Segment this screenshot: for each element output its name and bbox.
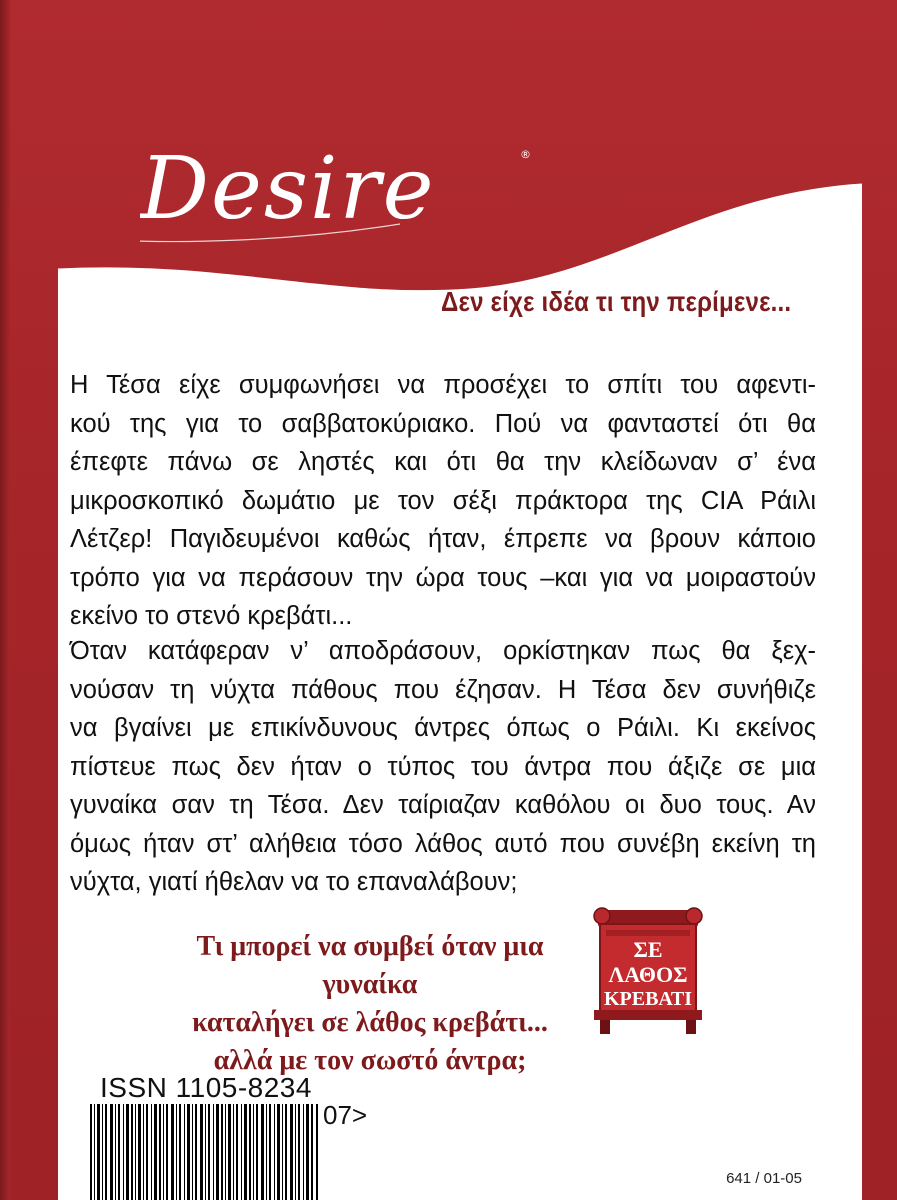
- blurb-line: Όταν κατάφεραν ν’ αποδράσουν, ορκίστηκαν πως θα ξεχ-: [70, 637, 816, 665]
- desire-logo: [140, 128, 560, 248]
- blurb-line: όμως ήταν στ’ αλήθεια τόσο λάθος αυτό που συνέβη εκείνη τη: [70, 829, 816, 858]
- blurb-line: κού της για το σαββατοκύριακο. Πού να φανταστεί ότι θα: [70, 409, 816, 438]
- teaser-line: αλλά με τον σωστό άντρα;: [213, 1045, 527, 1076]
- wrong-bed-badge: [588, 902, 708, 1042]
- svg-text:ΛΑΘΟΣ: ΛΑΘΟΣ: [608, 962, 688, 987]
- catalog-code: 641 / 01-05: [726, 1170, 802, 1187]
- blurb-line: τρόπο για να περάσουν την ώρα τους –και για να μοιραστούν: [70, 563, 816, 592]
- teaser-line: καταλήγει σε λάθος κρεβάτι...: [192, 1007, 548, 1038]
- blurb-line: νούσαν τη νύχτα πάθους που έζησαν. Η Τέσα δεν συνήθιζε: [70, 675, 816, 704]
- blurb-line: μικροσκοπικό δωμάτιο με τον σέξι πράκτορα της CIA Ράιλι: [70, 486, 816, 515]
- issn-number: ISSN 1105-8234: [100, 1072, 312, 1103]
- tagline: Δεν είχε ιδέα τι την περίμενε...: [440, 286, 791, 317]
- barcode: [88, 1104, 320, 1200]
- blurb-line: εκείνο το στενό κρεβάτι...: [70, 602, 353, 630]
- blurb-line: γυναίκα σαν τη Τέσα. Δεν ταίριαζαν καθόλου οι δυο τους. Αν: [70, 791, 816, 819]
- svg-text:®: ®: [520, 148, 531, 161]
- blurb-line: νύχτα, γιατί ήθελαν να το επαναλάβουν;: [70, 868, 518, 896]
- barcode-addon-digits: 07>: [323, 1100, 368, 1130]
- teaser-line: Τι μπορεί να συμβεί όταν μια γυναίκα: [196, 931, 544, 1000]
- svg-text:Desire: Desire: [140, 139, 436, 239]
- blurb-line: Η Τέσα είχε συμφωνήσει να προσέχει το σπίτι του αφεντι-: [70, 371, 816, 399]
- blurb-paragraph-2: [70, 632, 816, 902]
- blurb-line: έπεφτε πάνω σε ληστές και ότι θα την κλείδωναν σ’ ένα: [70, 448, 816, 476]
- blurb-paragraph-1: [70, 366, 816, 636]
- blurb-line: Λέτζερ! Παγιδευμένοι καθώς ήταν, έπρεπε να βρουν κάποιο: [70, 525, 816, 553]
- teaser-question: [150, 928, 590, 1080]
- blurb-line: πίστευε πως δεν ήταν ο τύπος του άντρα που άξιζε σε μια: [70, 752, 816, 781]
- svg-text:ΣΕ: ΣΕ: [633, 937, 663, 962]
- svg-text:ΚΡΕΒΑΤΙ: ΚΡΕΒΑΤΙ: [603, 988, 693, 1010]
- blurb-line: να βγαίνει με επικίνδυνους άντρες όπως ο Ράιλι. Κι εκείνος: [70, 714, 816, 742]
